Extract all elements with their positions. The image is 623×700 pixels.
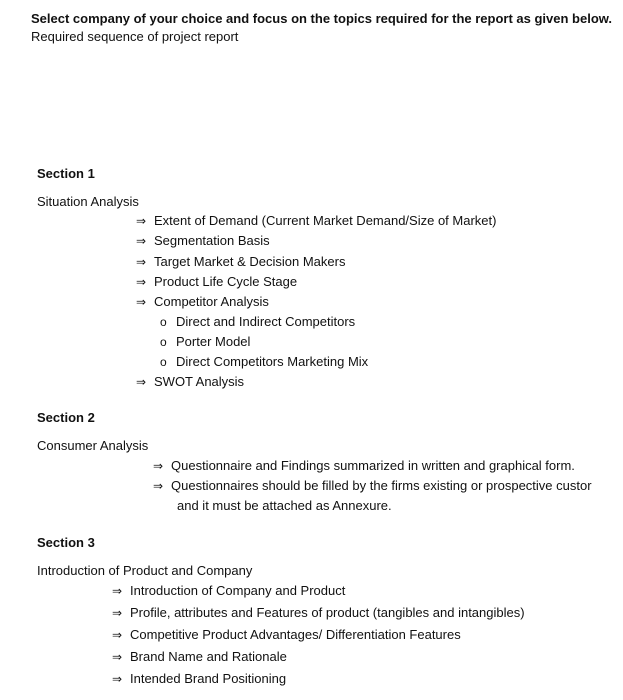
arrow-icon: ⇒ bbox=[136, 214, 147, 228]
arrow-icon: ⇒ bbox=[112, 650, 123, 664]
list-item-continuation: and it must be attached as Annexure. bbox=[177, 498, 392, 513]
circle-bullet-icon: o bbox=[160, 335, 167, 349]
circle-bullet-icon: o bbox=[160, 315, 167, 329]
sub-list-item: o Direct and Indirect Competitors bbox=[160, 314, 356, 329]
document-subtitle: Required sequence of project report bbox=[31, 29, 239, 44]
arrow-icon: ⇒ bbox=[136, 234, 147, 248]
list-item: ⇒ Questionnaire and Findings summarized in written and graphical form. bbox=[153, 458, 575, 473]
arrow-icon: ⇒ bbox=[136, 255, 147, 269]
list-item: ⇒ SWOT Analysis bbox=[136, 374, 245, 389]
section-3-heading: Section 3 bbox=[37, 535, 95, 550]
list-item: ⇒ Introduction of Company and Product bbox=[112, 583, 346, 598]
list-item: ⇒ Intended Brand Positioning bbox=[112, 671, 287, 686]
arrow-icon: ⇒ bbox=[112, 628, 123, 642]
arrow-icon: ⇒ bbox=[153, 459, 164, 473]
section-1-subheading: Situation Analysis bbox=[37, 194, 139, 209]
sub-list-item: o Direct Competitors Marketing Mix bbox=[160, 354, 369, 369]
arrow-icon: ⇒ bbox=[136, 295, 147, 309]
list-item: ⇒ Product Life Cycle Stage bbox=[136, 274, 298, 289]
section-3-subheading: Introduction of Product and Company bbox=[37, 563, 253, 578]
list-item: ⇒ Questionnaires should be filled by the firms existing or prospective custor bbox=[153, 478, 592, 493]
section-1-heading: Section 1 bbox=[37, 166, 95, 181]
document-title: Select company of your choice and focus on the topics required for the report as given below. bbox=[31, 11, 613, 26]
list-item: ⇒ Competitive Product Advantages/ Differentiation Features bbox=[112, 627, 461, 642]
list-item: ⇒ Profile, attributes and Features of product (tangibles and intangibles) bbox=[112, 605, 525, 620]
arrow-icon: ⇒ bbox=[112, 606, 123, 620]
list-item: ⇒ Target Market & Decision Makers bbox=[136, 254, 346, 269]
circle-bullet-icon: o bbox=[160, 355, 167, 369]
arrow-icon: ⇒ bbox=[136, 275, 147, 289]
arrow-icon: ⇒ bbox=[136, 375, 147, 389]
list-item: ⇒ Brand Name and Rationale bbox=[112, 649, 287, 664]
section-2-heading: Section 2 bbox=[37, 410, 95, 425]
arrow-icon: ⇒ bbox=[153, 479, 164, 493]
section-2-subheading: Consumer Analysis bbox=[37, 438, 149, 453]
list-item: ⇒ Segmentation Basis bbox=[136, 233, 270, 248]
arrow-icon: ⇒ bbox=[112, 672, 123, 686]
list-item: ⇒ Extent of Demand (Current Market Demand/Size of Market) bbox=[136, 213, 497, 228]
arrow-icon: ⇒ bbox=[112, 584, 123, 598]
list-item: ⇒ Competitor Analysis bbox=[136, 294, 269, 309]
sub-list-item: o Porter Model bbox=[160, 334, 251, 349]
